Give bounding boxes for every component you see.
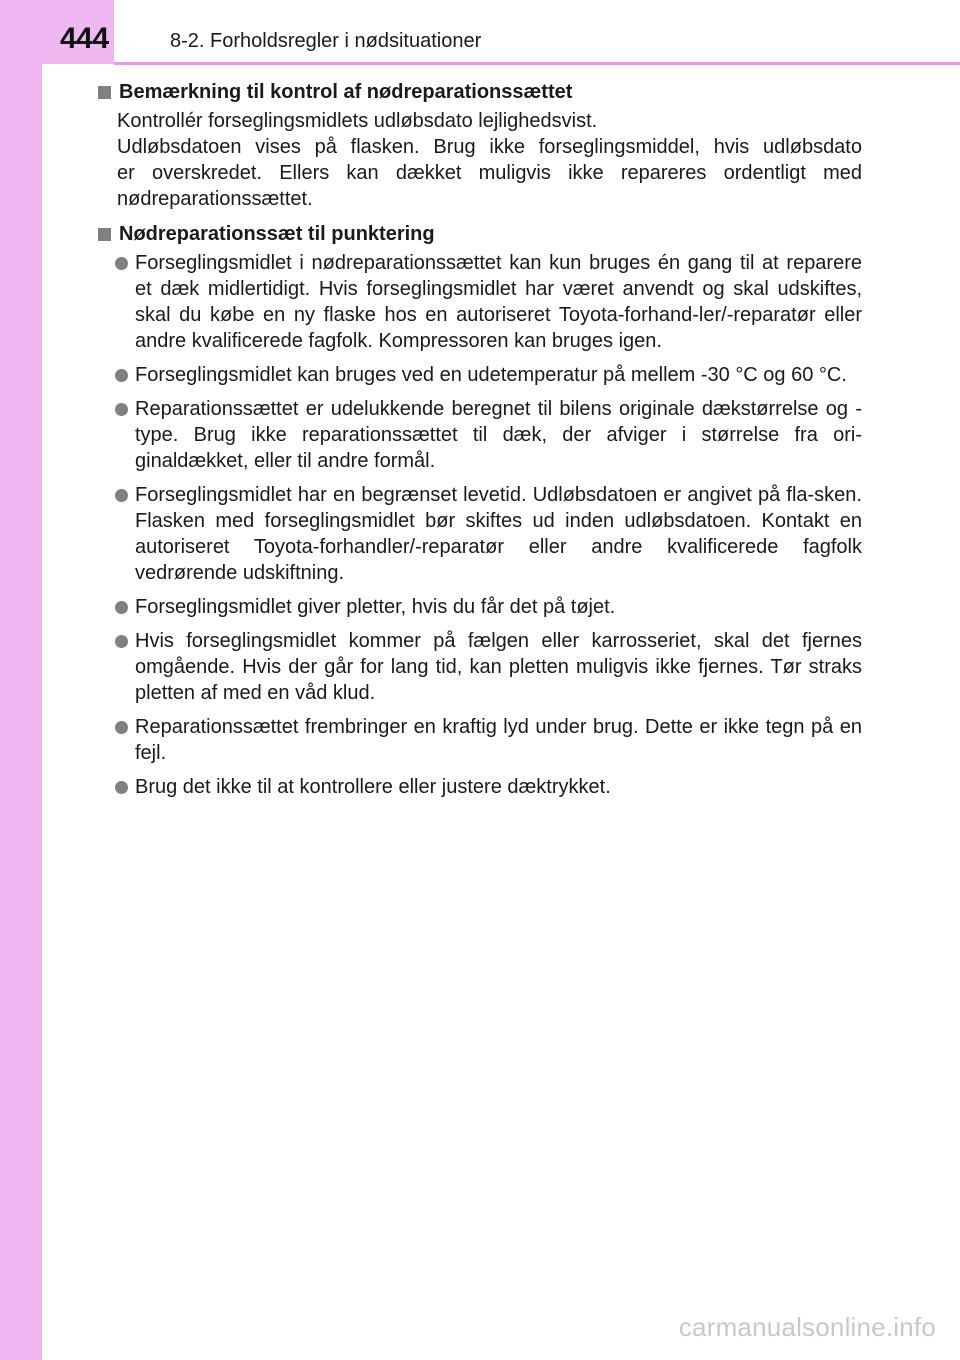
watermark: carmanualsonline.info bbox=[678, 1312, 936, 1342]
round-bullet-icon bbox=[115, 601, 128, 614]
square-bullet-icon bbox=[98, 228, 111, 241]
list-item-text: Reparationssættet frembringer en kraftig lyd under brug. Dette er ikke tegn på en fejl. bbox=[135, 716, 862, 764]
list-item bbox=[96, 482, 862, 586]
round-bullet-icon bbox=[115, 489, 128, 502]
page-number: 444 bbox=[60, 22, 109, 55]
section-puncture-kit bbox=[96, 221, 862, 800]
chapter-title: 8-2. Forholdsregler i nødsituationer bbox=[170, 30, 482, 52]
list-item bbox=[96, 396, 862, 474]
list-item-text: Reparationssættet er udelukkende beregnet til bilens originale dækstørrelse og -type. Brug ikke reparationssættet til dæk, der afviger i størrelse fra ori-ginaldækket, eller til andre formål. bbox=[135, 398, 862, 472]
list-item-text: Hvis forseglingsmidlet kommer på fælgen eller karrosseriet, skal det fjernes omgående. Hvis der går for lang tid, kan pletten muligvis ikke fjernes. Tør straks pletten af med en våd klud. bbox=[135, 630, 862, 704]
side-color-bar bbox=[0, 0, 42, 1360]
list-item-text: Forseglingsmidlet giver pletter, hvis du får det på tøjet. bbox=[135, 596, 616, 618]
round-bullet-icon bbox=[115, 257, 128, 270]
section-note bbox=[96, 79, 862, 212]
round-bullet-icon bbox=[115, 369, 128, 382]
list-item-text: Forseglingsmidlet har en begrænset levetid. Udløbsdatoen er angivet på fla-sken. Flasken med forseglingsmidlet bør skiftes ud inden udløbsdatoen. Kontakt en autoriseret Toyota-forhandler/-reparatør eller andre kvalificerede fagfolk vedrørende udskiftning. bbox=[135, 484, 862, 584]
round-bullet-icon bbox=[115, 721, 128, 734]
section-paragraph bbox=[117, 108, 862, 212]
paragraph-line: Kontrollér forseglingsmidlets udløbsdato lejlighedsvist. bbox=[117, 110, 598, 132]
list-item bbox=[96, 594, 862, 620]
section-heading-text: Nødreparationssæt til punktering bbox=[119, 223, 435, 245]
page-content bbox=[96, 79, 862, 809]
round-bullet-icon bbox=[115, 635, 128, 648]
list-item bbox=[96, 250, 862, 354]
paragraph-line: er overskredet. Ellers kan dækket muligvis ikke repareres ordentligt med bbox=[117, 162, 862, 184]
list-item-text: Forseglingsmidlet i nødreparationssættet kan kun bruges én gang til at reparere et dæk midlertidigt. Hvis forseglingsmidlet har været anvendt og skal udskiftes, skal du købe en ny flaske hos en autoriseret Toyota-forhand-ler/-reparatør eller andre kvalificerede fagfolk. Kompressoren kan bruges igen. bbox=[135, 252, 862, 352]
list-item bbox=[96, 362, 862, 388]
list-item bbox=[96, 714, 862, 766]
header-rule bbox=[114, 62, 960, 65]
bullet-list bbox=[96, 250, 862, 800]
section-heading bbox=[96, 221, 862, 247]
square-bullet-icon bbox=[98, 86, 111, 99]
section-heading-text: Bemærkning til kontrol af nødreparationssættet bbox=[119, 81, 573, 103]
paragraph-line: nødreparationssættet. bbox=[117, 188, 313, 210]
list-item-text: Brug det ikke til at kontrollere eller justere dæktrykket. bbox=[135, 776, 611, 798]
paragraph-line: Udløbsdatoen vises på flasken. Brug ikke forseglingsmiddel, hvis udløbsdato bbox=[117, 136, 862, 158]
list-item-text: Forseglingsmidlet kan bruges ved en udetemperatur på mellem -30 °C og 60 °C. bbox=[135, 364, 847, 386]
section-heading bbox=[96, 79, 862, 105]
round-bullet-icon bbox=[115, 781, 128, 794]
list-item bbox=[96, 628, 862, 706]
list-item bbox=[96, 774, 862, 800]
round-bullet-icon bbox=[115, 403, 128, 416]
